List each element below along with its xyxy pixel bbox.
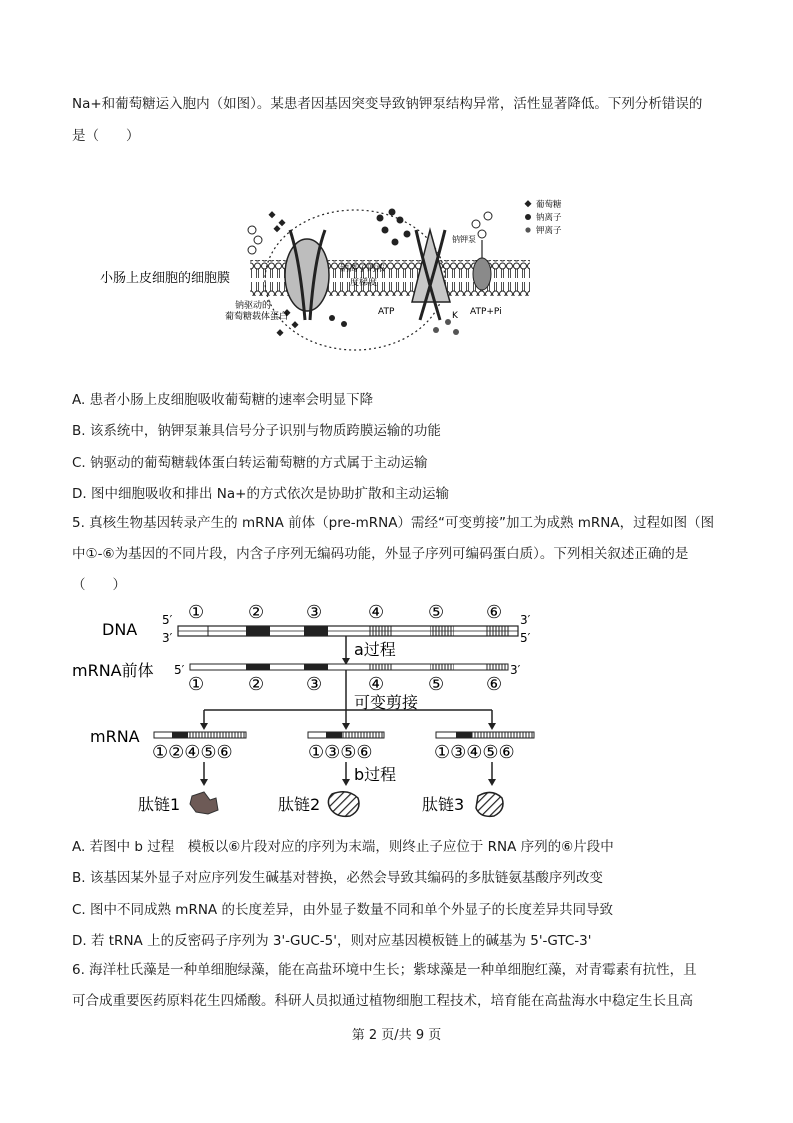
legend-potassium: 钾离子 [536,226,562,236]
page-footer: 第 2 页/共 9 页 [351,1028,442,1043]
peptide-2-shape [328,792,359,817]
atp-label: ATP [378,307,395,317]
legend-sodium: 钠离子 [536,213,562,223]
mrna-variant-3: ①③④⑤⑥ [434,742,515,763]
k-label: K [452,311,458,321]
splicing-label: 可变剪接 [354,693,419,712]
peptide-1-label: 肽链1 [138,795,181,814]
q5-stem-line1: 5. 真核生物基因转录产生的 mRNA 前体（pre-mRNA）需经“可变剪接”加工为成熟 mRNA，过程如图（图 [72,515,715,531]
q5-option-d: D. 若 tRNA 上的反密码子序列为 3'-GUC-5'，则对应基因模板链上的碱基为 5'-GTC-3' [72,933,592,949]
dna-segment-6: ⑥ [486,602,503,623]
dna-three-prime-left: 3′ [162,631,173,645]
pre-mrna-five-prime: 5′ [174,663,185,677]
figure-legend [524,199,562,236]
process-a-label: a过程 [354,640,396,659]
dna-five-prime-right: 5′ [520,631,531,645]
dna-segment-5: ⑤ [428,602,445,623]
dna-segment-1: ① [188,602,205,623]
pre-mrna-three-prime: 3′ [510,663,521,677]
q4-option-a: A. 患者小肠上皮细胞吸收葡萄糖的速率会明显下降 [72,392,374,408]
pre-mrna-strand [190,664,508,670]
pump-label: 钠钾泵 [452,235,476,244]
carrier-label-2: 葡萄糖载体蛋白 [225,312,289,322]
pre-segment-4: ④ [368,674,385,695]
carrier-label-1: 钠驱动的 [235,301,272,311]
gradient-label-2: 度梯度 [350,278,378,288]
glucose-carrier-protein [285,239,329,311]
membrane-label: 小肠上皮细胞的细胞膜 [100,271,231,286]
pre-segment-1: ① [188,674,205,695]
legend-glucose: 葡萄糖 [536,200,562,210]
q6-stem-line2: 可合成重要医药原料花生四烯酸。科研人员拟通过植物细胞工程技术，培育能在高盐海水中稳定生长且高 [72,993,693,1009]
dna-label: DNA [102,620,138,639]
q4-stem-line1: Na+和葡萄糖运入胞内（如图）。某患者因基因突变导致钠钾泵结构异常，活性显著降低。下列分析错误的 [72,96,703,112]
q4-option-c: C. 钠驱动的葡萄糖载体蛋白转运葡萄糖的方式属于主动运输 [72,455,428,471]
membrane-transport-figure [100,190,590,350]
dna-three-prime-right: 3′ [520,613,531,627]
pre-segment-2: ② [248,674,265,695]
mrna-variant-2: ①③⑤⑥ [308,742,373,763]
potassium-ions [433,319,459,335]
q4-option-b: B. 该系统中，钠钾泵兼具信号分子识别与物质跨膜运输的功能 [72,423,441,439]
pre-segment-5: ⑤ [428,674,445,695]
mrna-variant-1: ①②④⑤⑥ [152,742,233,763]
q5-option-a: A. 若图中 b 过程 模板以⑥片段对应的序列为末端，则终止子应位于 RNA 序列的⑥片段中 [72,839,614,855]
dna-segment-3: ③ [306,602,323,623]
q4-stem-line2: 是（ ） [72,128,140,144]
pre-segment-3: ③ [306,674,323,695]
mrna-label: mRNA [90,727,140,746]
process-b-label: b过程 [354,765,397,784]
pre-segment-6: ⑥ [486,674,503,695]
q5-option-b: B. 该基因某外显子对应序列发生碱基对替换，必然会导致其编码的多肽链氨基酸序列改变 [72,870,603,886]
peptide-1-shape [190,792,218,814]
q5-option-c: C. 图中不同成熟 mRNA 的长度差异，由外显子数量不同和单个外显子的长度差异共同导致 [72,902,613,918]
q6-stem-line1: 6. 海洋杜氏藻是一种单细胞绿藻，能在高盐环境中生长；紫球藻是一种单细胞红藻，对青霉素有抗性，且 [72,962,697,978]
dna-segment-2: ② [248,602,265,623]
dna-five-prime: 5′ [162,613,173,627]
q4-option-d: D. 图中细胞吸收和排出 Na+的方式依次是协助扩散和主动运输 [72,486,449,502]
peptide-3-label: 肽链3 [422,795,465,814]
q5-stem-line2: 中①-⑥为基因的不同片段，内含子序列无编码功能，外显子序列可编码蛋白质）。下列相关叙述正确的是 [72,546,689,562]
pre-mrna-label: mRNA前体 [72,661,154,680]
receptor-protein [473,258,491,290]
dna-segment-4: ④ [368,602,385,623]
adp-label: ATP+Pi [470,307,502,317]
splicing-figure [72,598,556,828]
gradient-label-1: 钠离子的浓 [340,264,386,274]
q5-stem-line3: （ ） [72,577,126,593]
peptide-3-shape [476,792,503,816]
peptide-2-label: 肽链2 [278,795,321,814]
